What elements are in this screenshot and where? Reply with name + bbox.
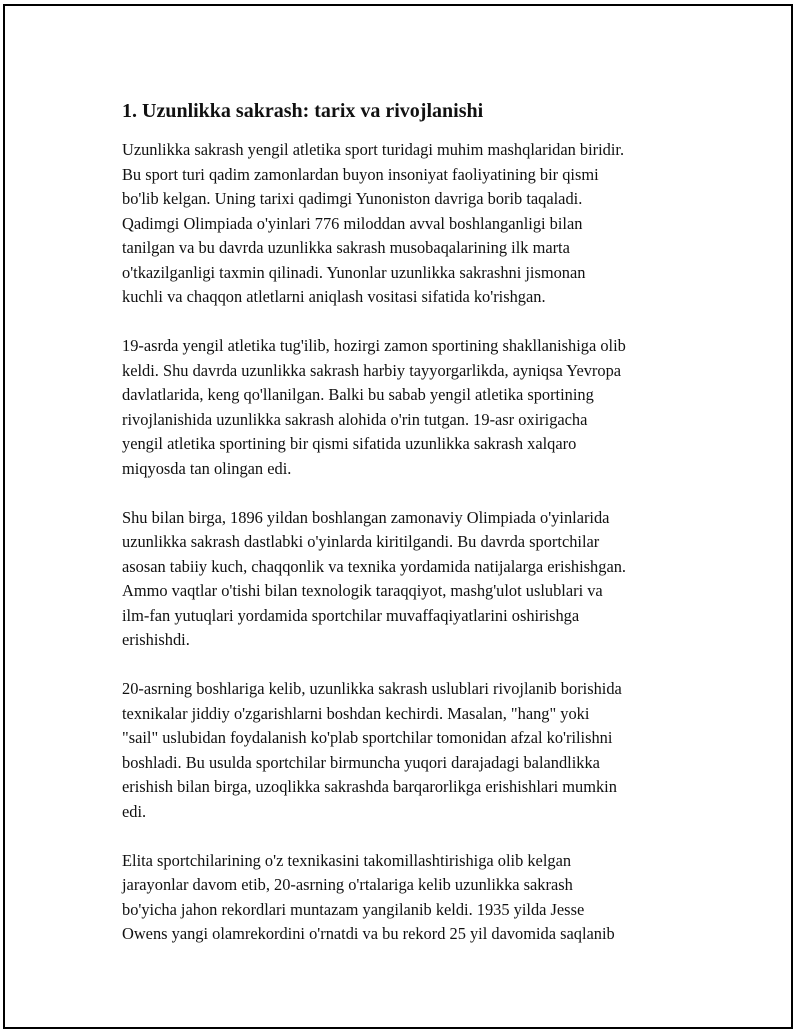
paragraph-2: 19-asrda yengil atletika tug'ilib, hozirgi zamon sportining shakllanishiga olib keldi. Shu davrda uzunlikka sakrash harbiy tayyorgarlikda, ayniqsa Yevropa davlatlarida, keng qo'llanilgan. Balki bu sabab yengil atletika sportining rivojlanishida uzunlikka sakrash alohida o'rin tutgan. 19-asr oxirigacha yengil atletika sportining bir qismi sifatida uzunlikka sakrash xalqaro miqyosda tan olingan edi. xyxy=(122,336,626,478)
paragraph-1: Uzunlikka sakrash yengil atletika sport turidagi muhim mashqlaridan biridir. Bu sport turi qadim zamonlardan buyon insoniyat faoliyatining bir qismi bo'lib kelgan. Uning tarixi qadimgi Yunoniston davriga borib taqaladi. Qadimgi Olimpiada o'yinlari 776 miloddan avval boshlanganligi bilan tanilgan va bu davrda uzunlikka sakrash musobaqalarining ilk marta o'tkazilganligi taxmin qilinadi. Yunonlar uzunlikka sakrashni jismonan kuchli va chaqqon atletlarni aniqlash vositasi sifatida ko'rishgan. xyxy=(122,140,625,306)
paragraph-3: Shu bilan birga, 1896 yildan boshlangan zamonaviy Olimpiada o'yinlarida uzunlikka sakrash dastlabki o'yinlarda kiritilgandi. Bu davrda sportchilar asosan tabiiy kuch, chaqqonlik va texnika yordamida natijalarga erishishgan. Ammo vaqtlar o'tishi bilan texnologik taraqqiyot, mashg'ulot uslublari va ilm-fan yutuqlari yordamida sportchilar muvaffaqiyatlarini oshirishga erishishdi. xyxy=(122,507,627,649)
paragraph-4: 20-asrning boshlariga kelib, uzunlikka sakrash uslublari rivojlanib borishida texnikalar jiddiy o'zgarishlarni boshdan kechirdi. Masalan, "hang" yoki "sail" uslubidan foydalanish ko'plab sportchilar tomonidan afzal ko'rilishni boshladi. Bu usulda sportchilar birmuncha yuqori darajadagi balandlikka erishish bilan birga, uzoqlikka sakrashda barqarorlikga erishishlari mumkin edi. xyxy=(122,679,622,821)
document-body xyxy=(122,96,702,971)
document-page xyxy=(3,4,793,1029)
paragraph-5: Elita sportchilarining o'z texnikasini takomillashtirishiga olib kelgan jarayonlar davom etib, 20-asrning o'rtalariga kelib uzunlikka sakrash bo'yicha jahon rekordlari muntazam yangilanib keldi. 1935 yilda Jesse Owens yangi olamrekordini o'rnatdi va bu rekord 25 yil davomida saqlanib xyxy=(122,850,615,943)
section-heading: 1. Uzunlikka sakrash: tarix va rivojlanishi xyxy=(122,100,484,122)
